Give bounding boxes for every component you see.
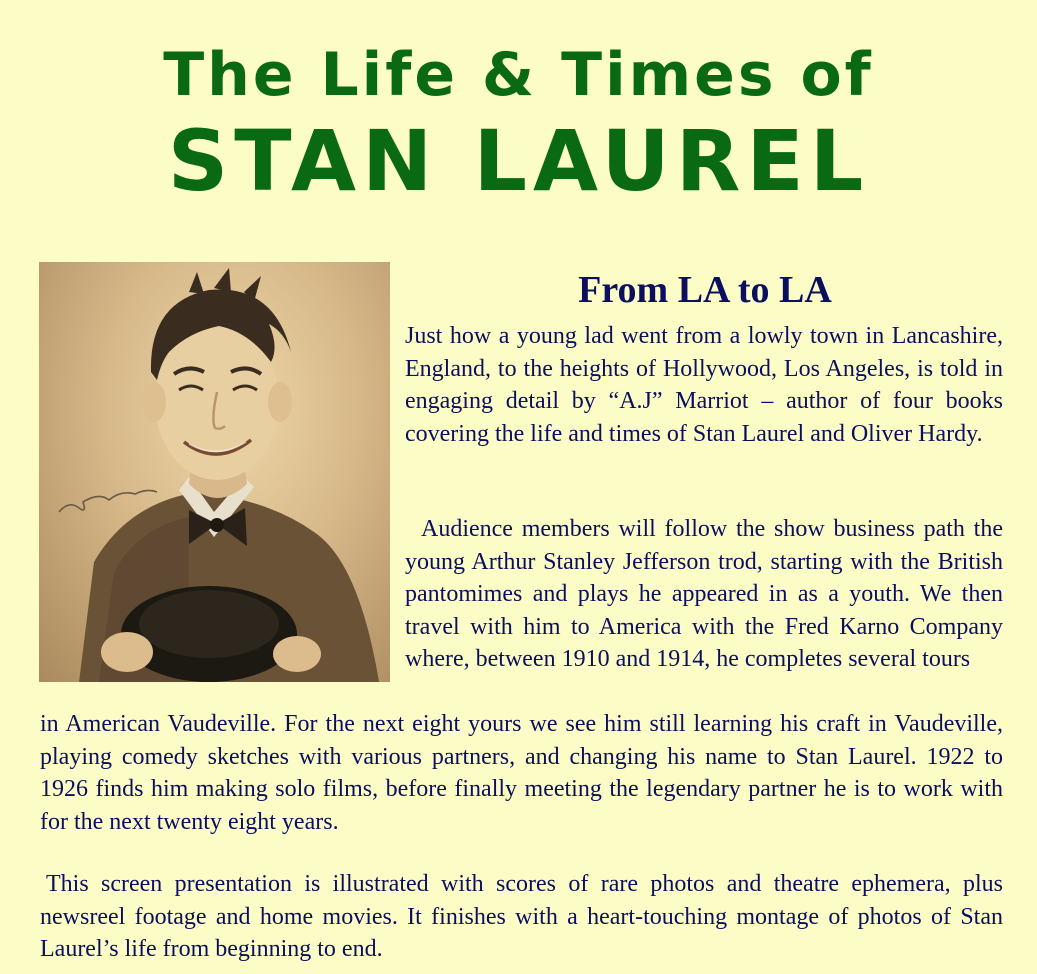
stan-laurel-portrait-photo	[39, 262, 390, 682]
paragraph-intro: Just how a young lad went from a lowly town in Lancashire, England, to the heights of Hollywood, Los Angeles, is told in engaging detail by “A.J” Marriot – author of four books covering the life and times of Stan Laurel and Oliver Hardy.	[405, 323, 1003, 447]
paragraph-show-path: Audience members will follow the show business path the young Arthur Stanley Jefferson trod, starting with the British pantomimes and plays he appeared in as a youth. We then travel with him to America with the Fred Karno Company where, between 1910 and 1914, he completes several tours	[405, 516, 1003, 672]
section-subtitle: From LA to LA	[578, 269, 832, 311]
paragraph-presentation: This screen presentation is illustrated with scores of rare photos and theatre ephemera, plus newsreel footage and home movies. It finishes with a heart-touching montage of photos of Stan Laurel’s life from beginning to end.	[40, 871, 1003, 962]
title-line-2: STAN LAUREL	[167, 112, 870, 210]
title-line-1: The Life & Times of	[163, 40, 874, 110]
paragraph-show-path-continued: in American Vaudeville. For the next eight yours we see him still learning his craft in Vaudeville, playing comedy sketches with various partners, and changing his name to Stan Laurel. 1922 to 1926 finds him making solo films, before finally meeting the legendary partner he is to work with for the next twenty eight years.	[40, 711, 1003, 835]
